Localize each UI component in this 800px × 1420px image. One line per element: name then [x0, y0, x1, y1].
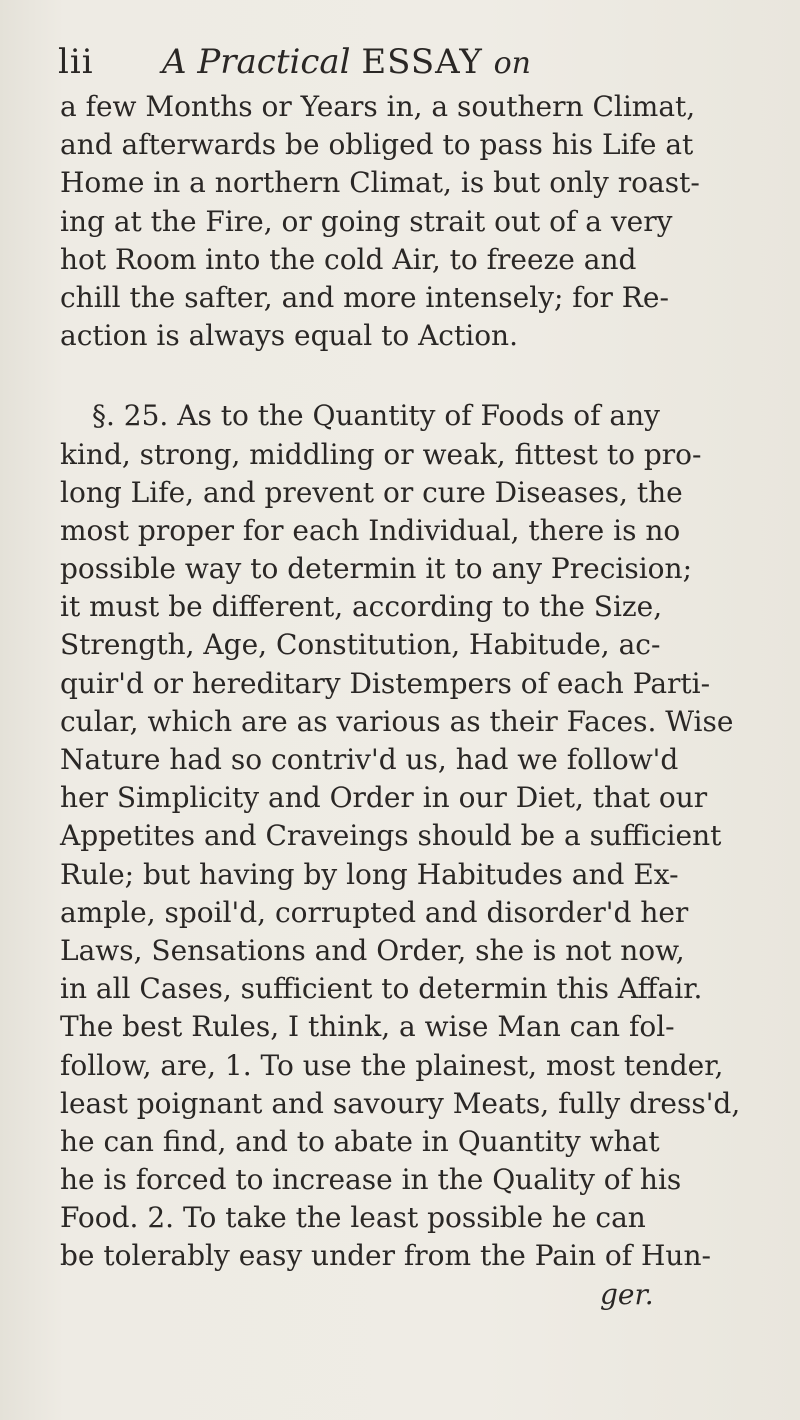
text-line: The best Rules, I think, a wise Man can fol-	[60, 1010, 675, 1044]
text-line: ample, spoil'd, corrupted and disorder'd her	[60, 895, 689, 929]
text-line: a few Months or Years in, a southern Climat,	[60, 90, 696, 123]
text-line: be tolerably easy under from the Pain of Hun-	[60, 1239, 711, 1273]
text-line: most proper for each Individual, there is no	[60, 513, 681, 547]
title-main: ESSAY	[361, 42, 483, 82]
title-end: on	[493, 46, 531, 81]
text-line: action is always equal to Action.	[60, 319, 518, 353]
text-line: Strength, Age, Constitution, Habitude, ac-	[60, 628, 661, 662]
text-line: Appetites and Craveings should be a sufficient	[60, 819, 722, 853]
text-line: kind, strong, middling or weak, fittest to pro-	[60, 437, 702, 471]
text-line: long Life, and prevent or cure Diseases, the	[60, 475, 683, 509]
text-line: Home in a northern Climat, is but only roast-	[60, 166, 700, 200]
catchword: ger.	[600, 1277, 654, 1311]
text-line: it must be different, according to the Size,	[60, 590, 663, 624]
text-line: he can find, and to abate in Quantity what	[60, 1124, 660, 1158]
running-header	[50, 38, 750, 88]
section-25-heading-line: §. 25. As to the Quantity of Foods of any	[92, 399, 660, 433]
page-number: lii	[58, 42, 94, 82]
text-line: quir'd or hereditary Distempers of each Parti-	[60, 666, 711, 700]
text-line: Food. 2. To take the least possible he can	[60, 1201, 646, 1235]
text-line: possible way to determin it to any Precision;	[60, 552, 692, 586]
text-line: Rule; but having by long Habitudes and Ex-	[60, 857, 679, 891]
text-line: Nature had so contriv'd us, had we follow'd	[60, 743, 679, 776]
text-line: her Simplicity and Order in our Diet, that our	[60, 781, 708, 815]
title-lead: A	[162, 42, 187, 82]
text-line: cular, which are as various as their Faces. Wise	[60, 704, 734, 738]
text-line: Laws, Sensations and Order, she is not now,	[60, 933, 685, 967]
text-line: he is forced to increase in the Quality of his	[60, 1163, 682, 1197]
text-line: ing at the Fire, or going strait out of a very	[60, 204, 673, 238]
text-line: in all Cases, sufficient to determin this Affair.	[60, 972, 703, 1006]
text-line: chill the safter, and more intensely; for Re-	[60, 280, 669, 314]
body-text	[60, 88, 780, 1314]
paragraph-gap	[60, 355, 780, 397]
text-line: follow, are, 1. To use the plainest, most tender,	[60, 1048, 724, 1082]
text-line: hot Room into the cold Air, to freeze and	[60, 242, 637, 276]
text-line: and afterwards be obliged to pass his Life at	[60, 128, 694, 162]
title-middle: Practical	[197, 42, 351, 82]
paragraph-1	[60, 88, 780, 355]
text-line: least poignant and savoury Meats, fully dress'd,	[60, 1086, 741, 1120]
paragraph-2	[60, 397, 780, 1275]
running-title	[162, 42, 531, 82]
